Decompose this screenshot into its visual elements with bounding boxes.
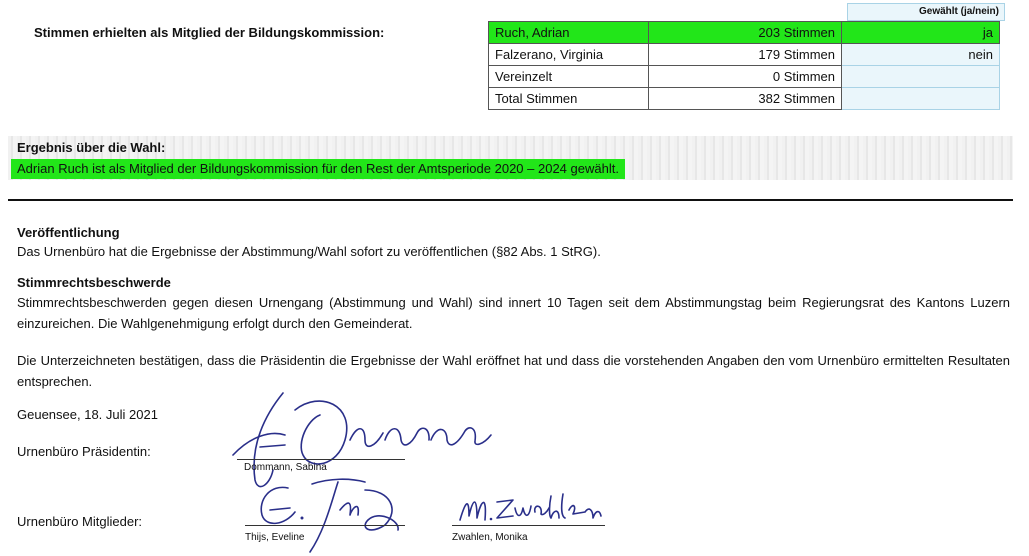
member1-signature-icon <box>240 470 420 556</box>
member2-signature-icon <box>455 488 605 528</box>
confirmation-text: Die Unterzeichneten bestätigen, dass die Präsidentin die Ergebnisse der Wahl eröffnet hat und dass die vorstehenden Angaben den vom Urnenbüro ermittelten Resultaten entsprechen. <box>17 353 1010 389</box>
president-name: Dommann, Sabina <box>244 462 327 473</box>
table-row <box>489 44 1000 66</box>
candidate-votes: 0 Stimmen <box>649 66 842 88</box>
publication-text: Das Urnenbüro hat die Ergebnisse der Abstimmung/Wahl sofort zu veröffentlichen (§82 Abs. 1 StRG). <box>17 244 601 259</box>
member2-name: Zwahlen, Monika <box>452 532 528 543</box>
president-label: Urnenbüro Präsidentin: <box>17 444 151 459</box>
total-votes: 382 Stimmen <box>649 88 842 110</box>
candidate-elected: nein <box>842 44 1000 66</box>
results-table <box>488 21 1000 110</box>
candidate-elected: ja <box>842 22 1000 44</box>
section-label-votes: Stimmen erhielten als Mitglied der Bildungskommission: <box>34 25 385 40</box>
candidate-name: Ruch, Adrian <box>489 22 649 44</box>
result-label: Ergebnis über die Wahl: <box>17 140 166 155</box>
complaint-text: Stimmrechtsbeschwerden gegen diesen Urnengang (Abstimmung und Wahl) sind innert 10 Tagen seit dem Abstimmungstag beim Regierungsrat des Kantons Luzern einzureichen. Die Wahlgenehmigung erfolgt durch den Gemeinderat. <box>17 295 1010 331</box>
elected-column-header: Gewählt (ja/nein) <box>847 3 1005 21</box>
table-row <box>489 88 1000 110</box>
candidate-votes: 179 Stimmen <box>649 44 842 66</box>
total-label: Total Stimmen <box>489 88 649 110</box>
divider <box>8 199 1013 201</box>
place-date: Geuensee, 18. Juli 2021 <box>17 407 158 422</box>
candidate-elected <box>842 66 1000 88</box>
candidate-name: Vereinzelt <box>489 66 649 88</box>
members-label: Urnenbüro Mitglieder: <box>17 514 143 529</box>
table-row <box>489 22 1000 44</box>
total-elected <box>842 88 1000 110</box>
member2-signature-line <box>452 525 605 526</box>
member1-name: Thijs, Eveline <box>245 532 305 543</box>
table-row <box>489 66 1000 88</box>
complaint-title: Stimmrechtsbeschwerde <box>17 275 171 290</box>
president-signature-line <box>237 459 405 460</box>
member1-signature-line <box>245 525 405 526</box>
candidate-votes: 203 Stimmen <box>649 22 842 44</box>
result-text: Adrian Ruch ist als Mitglied der Bildungskommission für den Rest der Amtsperiode 2020 – 2024 gewählt. <box>11 159 625 179</box>
publication-title: Veröffentlichung <box>17 225 120 240</box>
candidate-name: Falzerano, Virginia <box>489 44 649 66</box>
